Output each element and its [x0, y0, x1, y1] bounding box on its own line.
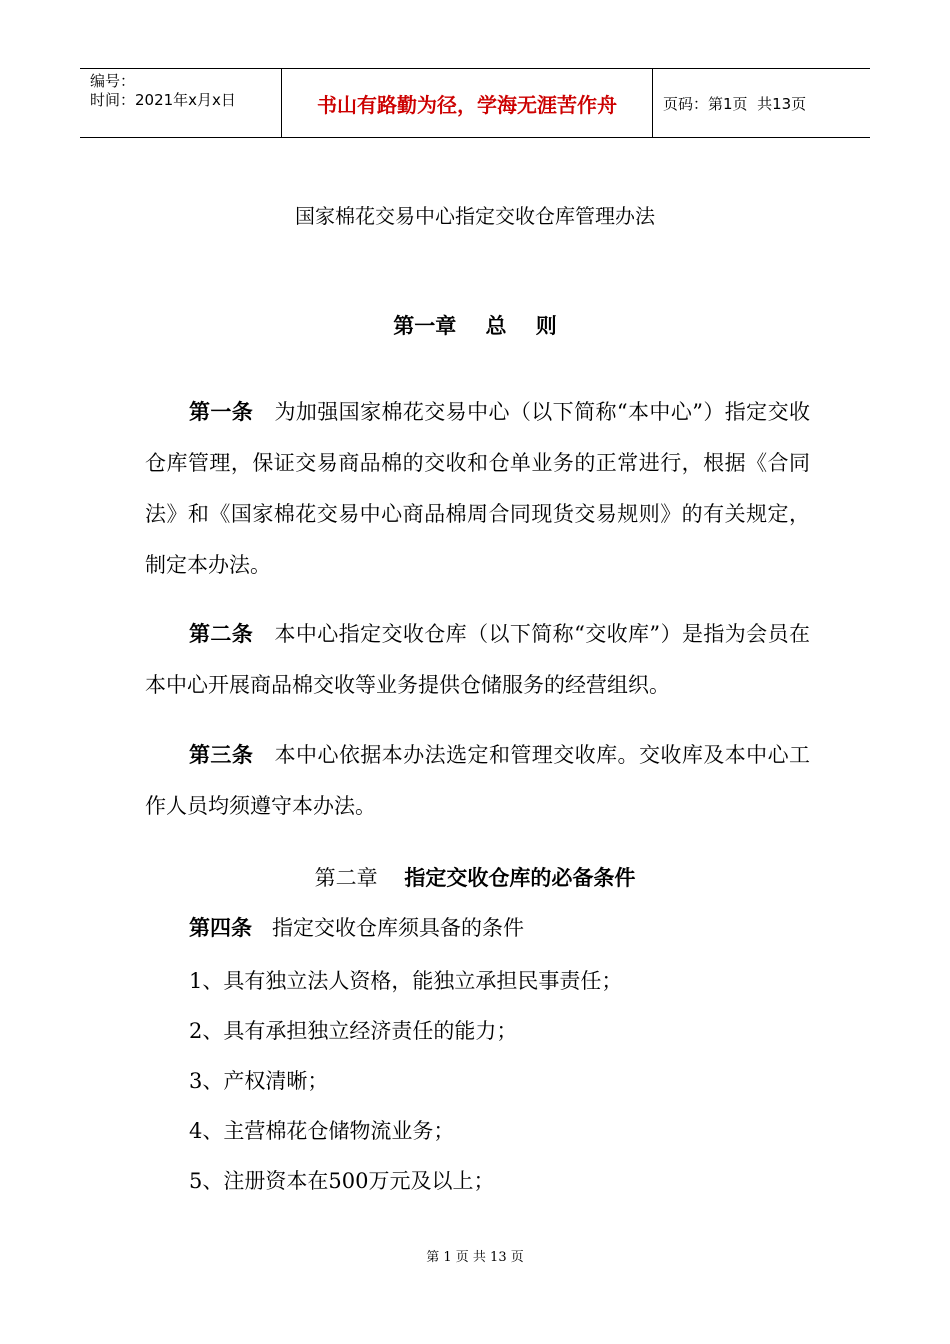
- article-text: 为加强国家棉花交易中心（以下简称“本中心”）指定交收仓库管理，保证交易商品棉的交收和仓单业务的正常进行，根据《合同法》和《国家棉花交易中心商品棉周合同现货交易规则》的有关规定，制定本办法。: [145, 400, 810, 577]
- article-four: [189, 912, 524, 942]
- header-motto-cell: [282, 69, 653, 137]
- article-paragraph: [145, 730, 810, 832]
- chapter-two-heading: [0, 862, 950, 892]
- article-text: 本中心指定交收仓库（以下简称“交收库”）是指为会员在本中心开展商品棉交收等业务提供仓储服务的经营组织。: [145, 622, 810, 697]
- article-label: 第一条: [189, 400, 254, 424]
- document-header: [80, 68, 870, 138]
- document-title: 国家棉花交易中心指定交收仓库管理办法: [295, 204, 655, 228]
- number-label: 编号：: [90, 72, 136, 90]
- article-text: 指定交收仓库须具备的条件: [272, 916, 525, 940]
- chapter-one-heading: 第一章 总 则: [393, 314, 557, 338]
- condition-item: 4、主营棉花仓储物流业务；: [189, 1119, 455, 1143]
- page-footer: 第 1 页 共 13 页: [426, 1250, 524, 1265]
- chapter-number: 第二章: [314, 866, 378, 890]
- article-label: 第二条: [189, 622, 254, 646]
- article-paragraph: [145, 609, 810, 711]
- article-paragraph: [145, 387, 810, 591]
- condition-item: 2、具有承担独立经济责任的能力；: [189, 1019, 518, 1043]
- condition-item: 1、具有独立法人资格，能独立承担民事责任；: [189, 969, 623, 993]
- header-page-cell: [653, 69, 870, 137]
- page-info: 页码：第1页 共13页: [663, 94, 807, 113]
- header-meta-cell: [80, 69, 282, 137]
- article-text: 本中心依据本办法选定和管理交收库。交收库及本中心工作人员均须遵守本办法。: [145, 743, 810, 818]
- condition-item: 5、注册资本在500万元及以上；: [189, 1169, 495, 1193]
- motto-text: 书山有路勤为径，学海无涯苦作舟: [317, 92, 617, 117]
- time-label: 时间：2021年x月x日: [90, 91, 236, 109]
- article-label: 第四条: [189, 916, 252, 940]
- article-label: 第三条: [189, 743, 254, 767]
- condition-item: 3、产权清晰；: [189, 1069, 329, 1093]
- chapter-name: 指定交收仓库的必备条件: [404, 866, 636, 890]
